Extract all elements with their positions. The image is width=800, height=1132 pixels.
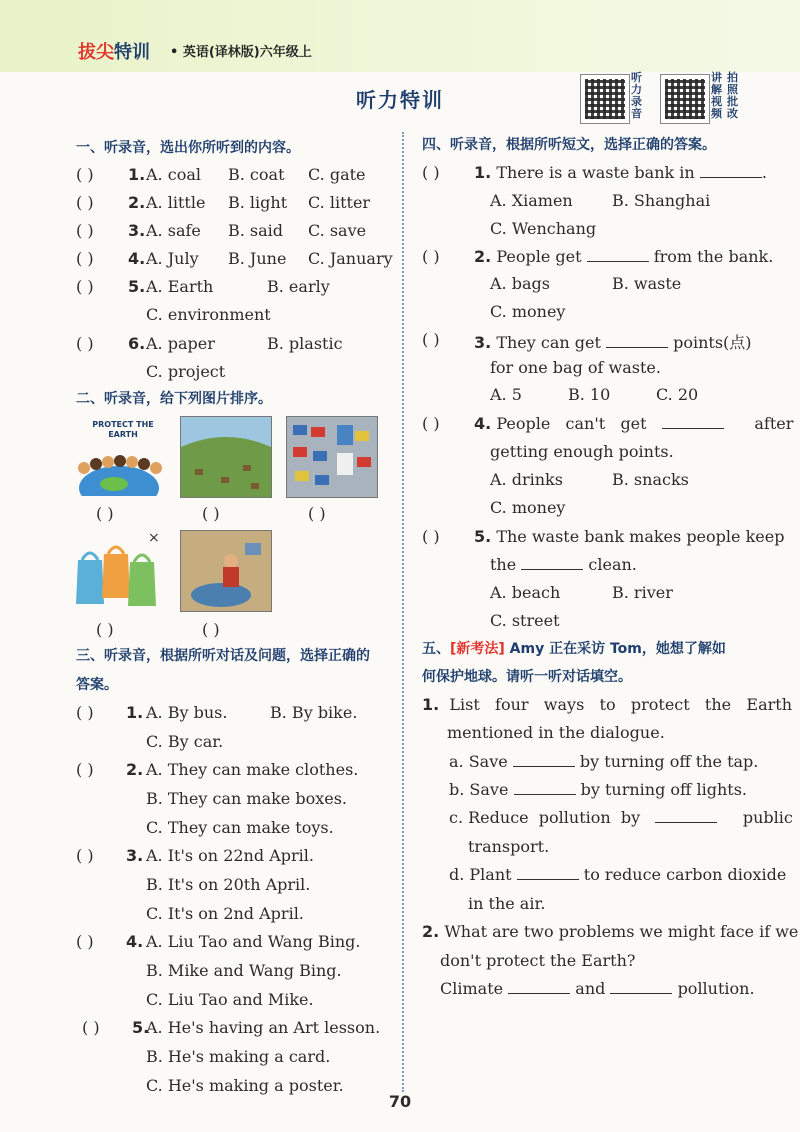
- s3-q2-paren[interactable]: ( ): [76, 760, 94, 779]
- s1-q2-option-a[interactable]: A. little: [146, 193, 206, 212]
- s4-q5-paren[interactable]: ( ): [422, 527, 440, 546]
- s4-q4-option-b[interactable]: B. snacks: [612, 470, 689, 489]
- s3-q5-paren[interactable]: ( ): [82, 1018, 100, 1037]
- s4-q3-option-b[interactable]: B. 10: [568, 385, 611, 404]
- s1-q4-option-a[interactable]: A. July: [146, 249, 199, 268]
- s5-q2-line2: don't protect the Earth?: [440, 951, 636, 970]
- s1-q1-option-a[interactable]: A. coal: [146, 165, 201, 184]
- s1-q2-option-b[interactable]: B. light: [228, 193, 288, 212]
- picture-protect-earth: [74, 416, 164, 496]
- s1-q5-option-b[interactable]: B. early: [267, 277, 330, 296]
- s1-q6-option-a[interactable]: A. paper: [146, 334, 215, 353]
- s1-q4-option-b[interactable]: B. June: [228, 249, 287, 268]
- s1-q1-paren[interactable]: ( ): [76, 165, 94, 184]
- s3-q2-number: 2.: [126, 760, 144, 779]
- s1-q1-option-c[interactable]: C. gate: [308, 165, 366, 184]
- qr-label-audio: 听力录音: [631, 71, 642, 120]
- s3-q4-paren[interactable]: ( ): [76, 932, 94, 951]
- s3-q4-number: 4.: [126, 932, 144, 951]
- s4-q4-option-a[interactable]: A. drinks: [490, 470, 563, 489]
- s4-q3-option-c[interactable]: C. 20: [656, 385, 699, 404]
- s4-q2-option-c[interactable]: C. money: [490, 302, 566, 321]
- section1-title: 一、听录音，选出你所听到的内容。: [76, 140, 300, 156]
- picture-1-answer[interactable]: ( ): [96, 504, 114, 523]
- s1-q4-paren[interactable]: ( ): [76, 249, 94, 268]
- s4-q1-option-b[interactable]: B. Shanghai: [612, 191, 711, 210]
- s4-q5-stem: 5. The waste bank makes people keep: [474, 527, 785, 546]
- s3-q1-number: 1.: [126, 703, 144, 722]
- s5-item-a: a. Save by turning off the tap.: [449, 752, 759, 771]
- s5-q2-blank-2[interactable]: [610, 979, 672, 994]
- new-method-tag: [新考法]: [450, 641, 505, 657]
- s1-q5-option-a[interactable]: A. Earth: [146, 277, 214, 296]
- s3-q4-option-b[interactable]: B. Mike and Wang Bing.: [146, 961, 342, 980]
- s1-q1-option-b[interactable]: B. coat: [228, 165, 285, 184]
- s5-q2-blank-1[interactable]: [508, 979, 570, 994]
- s4-q3-blank[interactable]: [606, 333, 668, 348]
- section3-title-line2: 答案。: [76, 677, 118, 693]
- s3-q5-option-b[interactable]: B. He's making a card.: [146, 1047, 331, 1066]
- picture-5-answer[interactable]: ( ): [202, 620, 220, 639]
- s4-q5-blank[interactable]: [521, 555, 583, 570]
- s3-q1-paren[interactable]: ( ): [76, 703, 94, 722]
- s1-q2-paren[interactable]: ( ): [76, 193, 94, 212]
- qr-code-video[interactable]: [660, 74, 710, 124]
- page-number: 70: [388, 1092, 412, 1111]
- s5-blank-d[interactable]: [517, 865, 579, 880]
- s4-q1-paren[interactable]: ( ): [422, 163, 440, 182]
- s1-q2-number: 2.: [128, 193, 146, 212]
- section5-title-line2: 何保护地球。请听一听对话填空。: [422, 669, 632, 685]
- picture-traffic-jam: [286, 416, 378, 498]
- section2-title: 二、听录音，给下列图片排序。: [76, 391, 272, 407]
- s3-q3-option-a[interactable]: A. It's on 22nd April.: [146, 846, 314, 865]
- picture-4-answer[interactable]: ( ): [96, 620, 114, 639]
- s1-q5-paren[interactable]: ( ): [76, 277, 94, 296]
- s3-q1-option-c[interactable]: C. By car.: [146, 732, 224, 751]
- s1-q3-number: 3.: [128, 221, 146, 240]
- s1-q3-option-c[interactable]: C. save: [308, 221, 367, 240]
- s4-q3-option-a[interactable]: A. 5: [490, 385, 522, 404]
- section4-title: 四、听录音，根据所听短文，选择正确的答案。: [422, 137, 716, 153]
- s4-q4-option-c[interactable]: C. money: [490, 498, 566, 517]
- qr-code-audio[interactable]: [580, 74, 630, 124]
- s4-q1-blank[interactable]: [700, 163, 762, 178]
- s5-q1-line1: 1. List four ways to protect the Earth: [422, 695, 792, 714]
- s3-q3-number: 3.: [126, 846, 144, 865]
- page-title: 听力特训: [356, 88, 444, 112]
- s3-q4-option-c[interactable]: C. Liu Tao and Mike.: [146, 990, 314, 1009]
- section3-title-line1: 三、听录音，根据所听对话及问题，选择正确的: [76, 648, 370, 664]
- s3-q1-option-b[interactable]: B. By bike.: [270, 703, 358, 722]
- s5-item-c-line2: transport.: [468, 837, 550, 856]
- s4-q4-stem: 4. People can't get after: [474, 414, 794, 433]
- picture-3-answer[interactable]: ( ): [308, 504, 326, 523]
- s4-q2-blank[interactable]: [587, 247, 649, 262]
- s4-q1-stem: 1. There is a waste bank in .: [474, 163, 767, 182]
- qr-label-photo: 拍照批改: [727, 71, 738, 120]
- s3-q5-option-a[interactable]: A. He's having an Art lesson.: [146, 1018, 381, 1037]
- s3-q5-option-c[interactable]: C. He's making a poster.: [146, 1076, 344, 1095]
- s4-q1-option-a[interactable]: A. Xiamen: [490, 191, 573, 210]
- s1-q6-option-c[interactable]: C. project: [146, 362, 226, 381]
- s3-q3-option-c[interactable]: C. It's on 2nd April.: [146, 904, 304, 923]
- s5-item-d-line2: in the air.: [468, 894, 546, 913]
- s4-q1-option-c[interactable]: C. Wenchang: [490, 219, 597, 238]
- book-subtitle: • 英语(译林版)六年级上: [170, 45, 312, 60]
- s5-q2-line1: 2. What are two problems we might face if we: [422, 922, 799, 941]
- s3-q5-number: 5.: [132, 1018, 150, 1037]
- s1-q4-option-c[interactable]: C. January: [308, 249, 393, 268]
- s1-q6-paren[interactable]: ( ): [76, 334, 94, 353]
- s3-q4-option-a[interactable]: A. Liu Tao and Wang Bing.: [146, 932, 361, 951]
- s3-q3-option-b[interactable]: B. It's on 20th April.: [146, 875, 311, 894]
- s5-q1-line2: mentioned in the dialogue.: [447, 723, 665, 742]
- s4-q2-option-a[interactable]: A. bags: [490, 274, 550, 293]
- qr-label-video: 讲解视频: [711, 71, 722, 120]
- brand-logo: 拔尖特训: [78, 42, 150, 63]
- s5-blank-a[interactable]: [513, 752, 575, 767]
- s4-q3-paren[interactable]: ( ): [422, 330, 440, 349]
- s5-blank-b[interactable]: [514, 780, 576, 795]
- s5-item-d: d. Plant to reduce carbon dioxide: [449, 865, 787, 884]
- s4-q4-blank[interactable]: [662, 414, 724, 429]
- s3-q1-option-a[interactable]: A. By bus.: [146, 703, 228, 722]
- s4-q3-stem: 3. They can get points(点): [474, 333, 752, 352]
- picture-deforestation: [180, 416, 272, 498]
- picture-2-answer[interactable]: ( ): [202, 504, 220, 523]
- s1-q1-number: 1.: [128, 165, 146, 184]
- picture-river-pollution: [180, 530, 272, 612]
- s4-q5-option-a[interactable]: A. beach: [490, 583, 561, 602]
- s4-q5-option-c[interactable]: C. street: [490, 611, 560, 630]
- s4-q3-line2: for one bag of waste.: [490, 358, 661, 377]
- s4-q2-option-b[interactable]: B. waste: [612, 274, 682, 293]
- s5-item-c: c. Reduce pollution by public: [449, 808, 793, 827]
- s3-q3-paren[interactable]: ( ): [76, 846, 94, 865]
- s3-q2-option-c[interactable]: C. They can make toys.: [146, 818, 334, 837]
- section5-title-line1: 五、[新考法] Amy 正在采访 Tom，她想了解如: [422, 641, 726, 657]
- s3-q2-option-a[interactable]: A. They can make clothes.: [146, 760, 359, 779]
- s1-q3-option-b[interactable]: B. said: [228, 221, 284, 240]
- s1-q6-option-b[interactable]: B. plastic: [267, 334, 343, 353]
- s4-q5-line2: the clean.: [490, 555, 637, 574]
- s1-q4-number: 4.: [128, 249, 146, 268]
- s4-q2-paren[interactable]: ( ): [422, 247, 440, 266]
- s1-q6-number: 6.: [128, 334, 146, 353]
- s1-q3-paren[interactable]: ( ): [76, 221, 94, 240]
- s5-blank-c[interactable]: [655, 808, 717, 823]
- s5-item-b: b. Save by turning off lights.: [449, 780, 748, 799]
- s4-q4-line2: getting enough points.: [490, 442, 674, 461]
- s4-q2-stem: 2. People get from the bank.: [474, 247, 774, 266]
- s3-q2-option-b[interactable]: B. They can make boxes.: [146, 789, 348, 808]
- s4-q4-paren[interactable]: ( ): [422, 414, 440, 433]
- column-divider: [402, 132, 404, 1092]
- s1-q3-option-a[interactable]: A. safe: [146, 221, 201, 240]
- s4-q5-option-b[interactable]: B. river: [612, 583, 673, 602]
- cross-mark: ×: [148, 530, 160, 546]
- s5-q2-answer: Climate and pollution.: [440, 979, 755, 998]
- s1-q2-option-c[interactable]: C. litter: [308, 193, 371, 212]
- s1-q5-number: 5.: [128, 277, 146, 296]
- s1-q5-option-c[interactable]: C. environment: [146, 305, 271, 324]
- poster-text: PROTECT THE EARTH: [92, 420, 154, 439]
